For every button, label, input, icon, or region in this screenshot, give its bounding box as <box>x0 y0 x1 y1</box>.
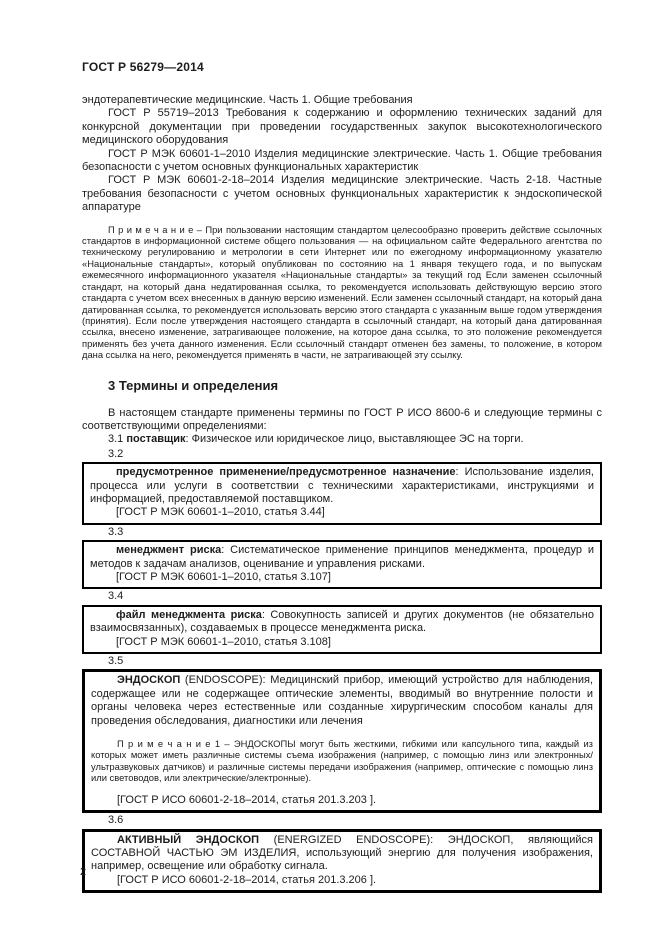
term-box-3-3 <box>82 540 602 589</box>
term-number-3-2: 3.2 <box>108 447 124 460</box>
note-text: – При пользовании настоящим стандартом целесообразно проверить действие ссылочных стандартов в информационной системе общего пользования — на официальном сайте Федерального агентства по техническому регулированию и метрологии в сети Интернет или по ежегодному информационному указателю «Национальные стандарты», который опубликован по состоянию на 1 января текущего года, и по выпускам ежемесячного информационного указателя «Национальные стандарты» за текущий год Если заменен ссылочный стандарт, на который дана недатированная ссылка, то рекомендуется использовать действующую версию этого стандарта с учетом всех внесенных в данную версию изменений. Если заменен ссылочный стандарт, на который дана датированная ссылка, то рекомендуется использовать версию этого стандарта с указанным выше годом утверждения (принятия). Если после утверждения настоящего стандарта в ссылочный стандарт, на который дана датированная ссылка, внесено изменение, затрагивающее положение, на которое дана ссылка, то это положение рекомендуется применять без учета данного изменения. Если ссылочный стандарт отменен без замены, то положение, в котором дана ссылка на него, рекомендуется применять в части, не затрагивающей эту ссылку. <box>82 223 602 361</box>
term-text <box>91 834 593 874</box>
page-number: 2 <box>80 866 87 878</box>
term-source: [ГОСТ Р МЭК 60601-1–2010, статья 3.108] <box>116 635 331 648</box>
reference-item: ГОСТ Р МЭК 60601-1–2010 Изделия медицинские электрические. Часть 1. Общие требования безопасности с учетом основных функциональных характеристик <box>82 147 602 174</box>
term-name: менеджмент риска <box>116 544 222 557</box>
term-definition: (ENDOSCOPE): Медицинский прибор, имеющий устройство для наблюдения, содержащее или не содержащее оптические элементы, вводимый во внутренние полости и органы человека через естественные или созданные хирургическим способом каналы для проведения обследования, диагностики или лечения <box>91 674 593 727</box>
term-box-3-6 <box>82 829 602 894</box>
term-number-3-6: 3.6 <box>108 814 124 827</box>
document-title: ГОСТ Р 56279—2014 <box>82 60 204 74</box>
term-source: [ГОСТ Р МЭК 60601-1–2010, статья 3.107] <box>116 571 331 583</box>
term-name: файл менеджмента риска <box>116 608 262 621</box>
term-number-3-4: 3.4 <box>108 590 124 603</box>
term-definition: : Физическое или юридическое лицо, выставляющее ЭС на торги. <box>185 433 524 446</box>
term-name: АКТИВНЫЙ ЭНДОСКОП <box>117 833 260 846</box>
note-text: – ЭНДОСКОПЫ могут быть жесткими, гибкими или капсульного типа, каждый из которых может иметь различные системы съема изображения (например, с помощью линз или электронных/ультразвуковых датчиков) и различные системы передачи изображения (например, оптические с помощью линз или световодов, или электрические/электронные). <box>91 738 593 784</box>
term-name: поставщик <box>126 433 186 446</box>
term-box-3-5 <box>82 669 602 813</box>
reference-continuation-line: эндотерапевтические медицинские. Часть 1. Общие требования <box>82 94 413 106</box>
term-source: [ГОСТ Р МЭК 60601-1–2010, статья 3.44] <box>116 506 325 519</box>
term-number-3-3: 3.3 <box>108 525 124 538</box>
section-intro: В настоящем стандарте применены термины по ГОСТ Р ИСО 8600-6 и следующие термины с соответствующими определениями: <box>82 406 602 432</box>
page-content <box>82 60 602 893</box>
term-definition: : Совокупность записей и других документов (не обязательно взаимосвязанных), создаваемых в процессе менеджмента риска. <box>90 608 595 635</box>
references-section <box>82 94 602 361</box>
term-definition: : Использование изделия, процесса или услуги в соответствии с техническими характеристиками, инструкциями и информацией, предоставляемой поставщиком. <box>90 466 594 505</box>
term-text <box>90 544 594 571</box>
term-text <box>91 674 593 728</box>
term-definition: (ENERGIZED ENDOSCOPE): ЭНДОСКОП, являющийся СОСТАВНОЙ ЧАСТЬЮ ЭМ ИЗДЕЛИЯ, использующий энергию для получения изображения, например, освещение или обработку сигнала. <box>91 833 593 873</box>
term-source: [ГОСТ Р ИСО 60601-2-18–2014, статья 201.3.206 ]. <box>117 873 377 886</box>
term-text <box>90 466 594 506</box>
term-box-3-4 <box>82 605 602 654</box>
term-name: ЭНДОСКОП <box>117 674 181 687</box>
reference-item: ГОСТ Р МЭК 60601-2-18–2014 Изделия медицинские электрические. Часть 2-18. Частные требования безопасности с учетом основных функциональных характеристик к эндоскопической аппаратуре <box>82 174 602 214</box>
term-definition: : Систематическое применение принципов менеджмента, процедур и методов к задачам анализов, оценивание и управления рисками. <box>90 544 594 570</box>
references-note <box>82 224 602 361</box>
term-name: предусмотренное применение/предусмотренное назначение <box>116 466 456 479</box>
term-source: [ГОСТ Р ИСО 60601-2-18–2014, статья 201.3.203 ]. <box>117 793 377 806</box>
term-number-3-5: 3.5 <box>108 655 124 668</box>
term-note <box>91 738 593 784</box>
term-box-3-2 <box>82 462 602 525</box>
term-number: 3.1 <box>108 433 127 446</box>
term-item-3-1 <box>82 433 602 446</box>
section-heading: 3 Термины и определения <box>108 377 279 393</box>
reference-item: ГОСТ Р 55719–2013 Требования к содержанию и оформлению технических заданий для конкурсной документации при проведении государственных закупок высокотехнологического медицинского оборудования <box>82 107 602 147</box>
term-text <box>90 609 594 636</box>
note-label: П р и м е ч а н и е <box>108 223 194 235</box>
note-label: П р и м е ч а н и е 1 <box>117 738 221 750</box>
